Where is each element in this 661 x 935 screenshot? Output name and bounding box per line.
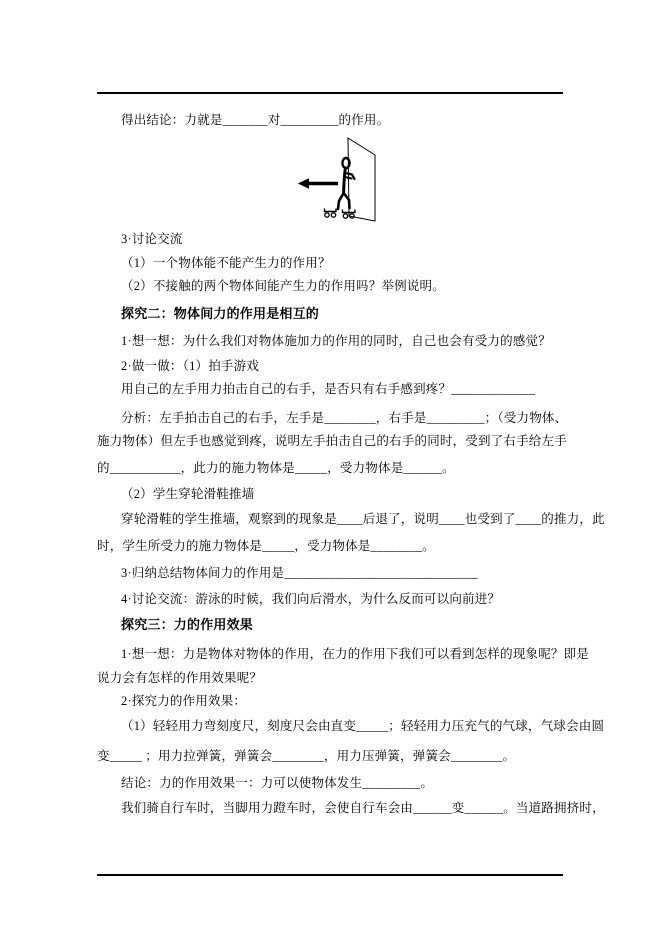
text-line-think: 1·想一想：为什么我们对物体施加力的作用的同时，自己也会有受力的感觉？ <box>121 334 551 348</box>
text-line-analysis-2: 施力物体）但左手也感觉到疼，说明左手拍击自己的右手的同时，受到了右手给左手 <box>97 434 567 448</box>
text-line-skates-2: 时，学生所受力的施力物体是_____，受力物体是________。 <box>97 539 435 553</box>
force-arrow-icon <box>299 179 338 188</box>
question-2: （2）不接触的两个物体间能产生力的作用吗？举例说明。 <box>121 279 445 293</box>
text-line-effect-think-1: 1·想一想：力是物体对物体的作用，在力的作用下我们可以看到怎样的现象呢？即是 <box>121 647 590 661</box>
figure-person-pushing-wall <box>295 130 400 230</box>
heading-inquiry-3: 探究三：力的作用效果 <box>121 617 254 632</box>
text-line-analysis-1: 分析：左手拍击自己的右手，左手是________，右手是_________；（受力物体、 <box>121 411 568 425</box>
text-line-ruler-balloon-2: 变_____ ；用力拉弹簧，弹簧会________，用力压弹簧，弹簧会________。 <box>97 749 516 763</box>
text-line-ruler-balloon-1: （1）轻轻用力弯刻度尺，刻度尺会由直变_____；轻轻用力压充气的气球，气球会由圆 <box>121 719 605 733</box>
footer-rule <box>97 874 563 876</box>
text-line-skates-title: （2）学生穿轮滑鞋推墙 <box>121 487 255 501</box>
text-line-swim-discussion: 4·讨论交流：游泳的时候，我们向后滑水，为什么反而可以向前进？ <box>121 592 501 606</box>
text-line-summary: 3·归纳总结物体间力的作用是______________________________ <box>121 566 478 580</box>
text-line-do: 2·做一做：（1）拍手游戏 <box>121 359 260 373</box>
wall <box>348 138 375 221</box>
text-line-skates-1: 穿轮滑鞋的学生推墙，观察到的现象是____后退了，说明____也受到了____的推力，此 <box>121 512 605 526</box>
text-line-analysis-3: 的___________，此力的施力物体是_____，受力物体是______。 <box>97 461 455 475</box>
text-line-effect-conclusion: 结论：力的作用效果一：力可以使物体发生_________。 <box>121 776 434 790</box>
item-3-discussion: 3·讨论交流 <box>121 232 183 246</box>
heading-inquiry-2: 探究二：物体间力的作用是相互的 <box>121 306 320 321</box>
header-rule <box>97 92 563 94</box>
conclusion-line: 得出结论：力就是_______对_________的作用。 <box>121 113 390 127</box>
text-line-effect-think-2: 说力会有怎样的作用效果呢？ <box>97 671 263 685</box>
question-1: （1）一个物体能不能产生力的作用？ <box>121 256 331 270</box>
text-line-effect-explore: 2·探究力的作用效果： <box>121 694 247 708</box>
text-line-bicycle: 我们骑自行车时，当脚用力蹬车时，会使自行车会由______变______。当道路拥挤时， <box>121 801 605 815</box>
text-line-clap-game: 用自己的左手用力拍击自己的右手，是否只有右手感到疼？_____________ <box>121 382 536 396</box>
